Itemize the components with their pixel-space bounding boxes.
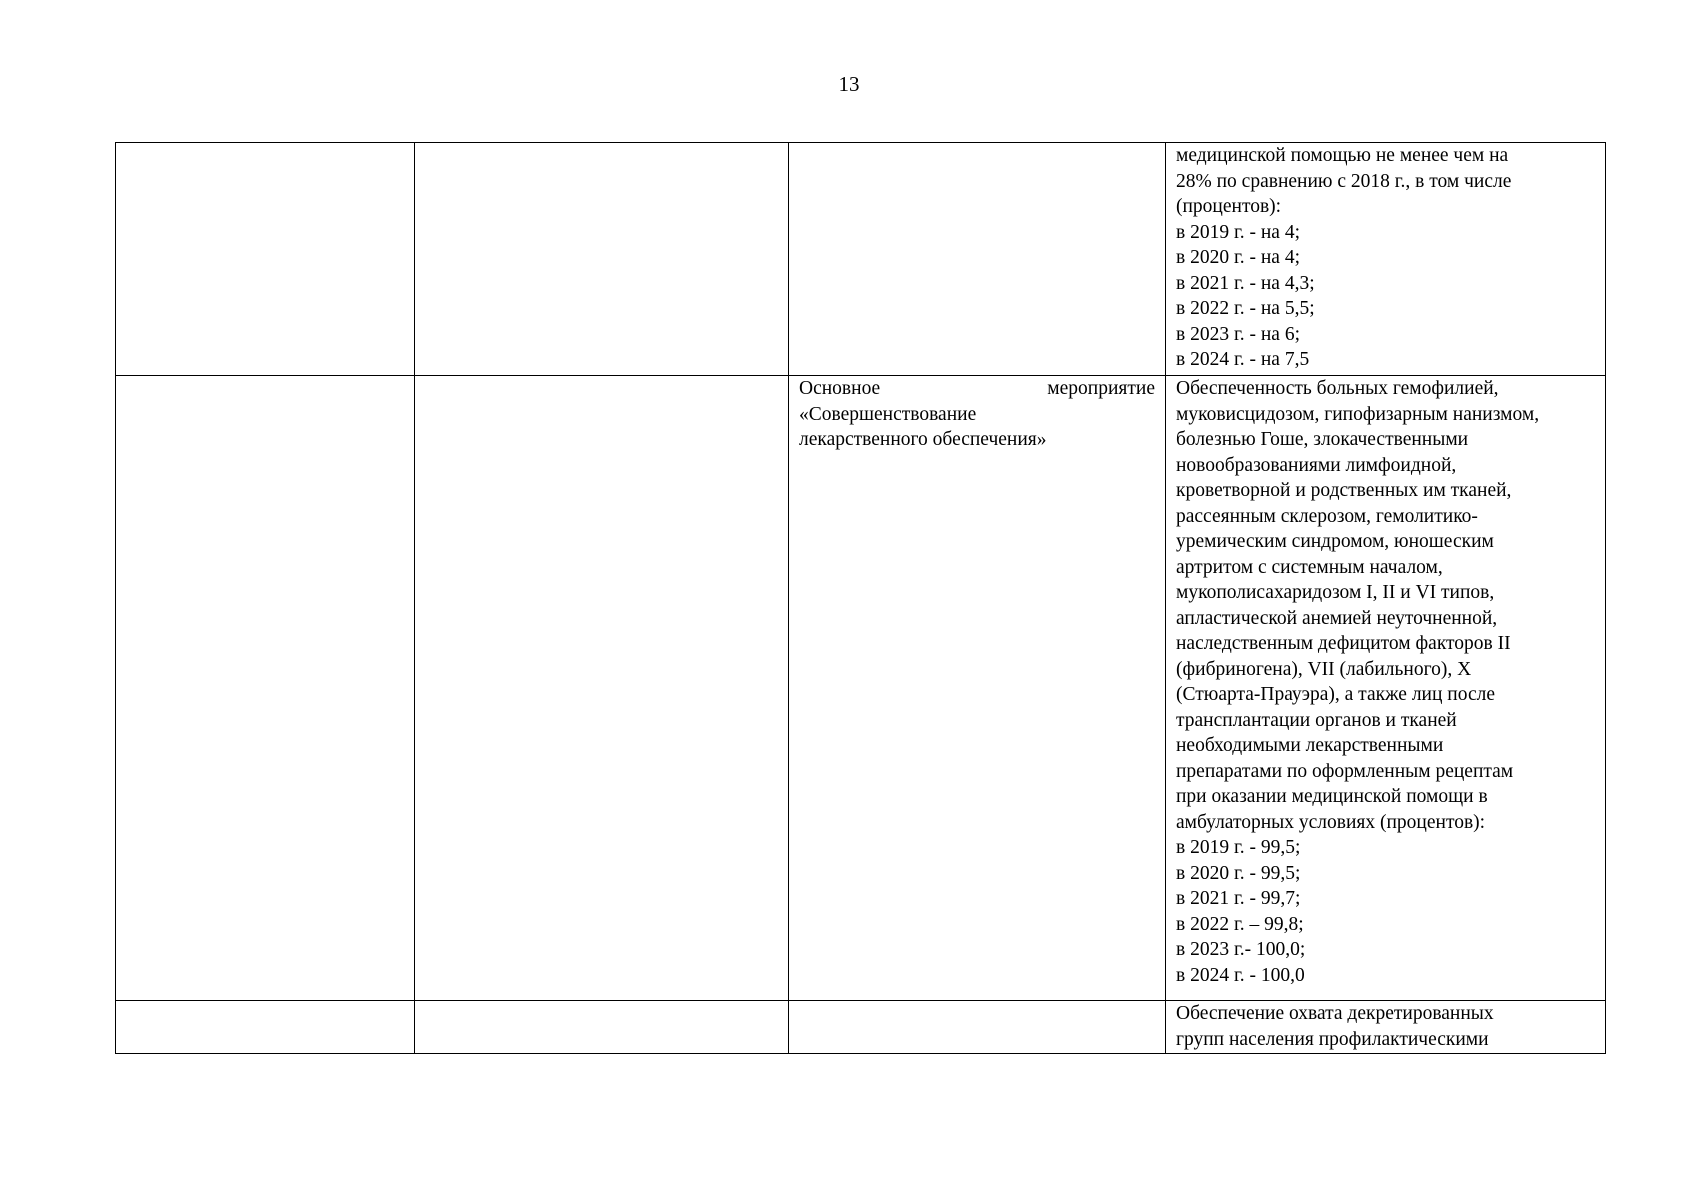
table-row — [116, 143, 1606, 376]
cell-text-line: в 2024 г. - 100,0 — [1176, 964, 1305, 986]
cell-text-line: (процентов): — [1176, 196, 1282, 217]
cell-text-line: новообразованиями лимфоидной, — [1176, 454, 1457, 476]
cell-text-line: в 2020 г. - на 4; — [1176, 247, 1301, 268]
cell-text-line: в 2019 г. - 99,5; — [1176, 837, 1301, 858]
cell-text-line: препаратами по оформленным рецептам — [1176, 760, 1514, 782]
cell-text-line: мукополисахаридозом I, II и VI типов, — [1176, 582, 1495, 603]
table-row — [116, 376, 1606, 1001]
cell-text-line: необходимыми лекарственными — [1176, 735, 1444, 756]
cell-text-line: медицинской помощью не менее чем на — [1176, 145, 1509, 166]
cell-text-line: в 2020 г. - 99,5; — [1176, 862, 1301, 884]
cell-text-line: в 2022 г. – 99,8; — [1176, 913, 1304, 935]
cell-text-line: Обеспеченность больных гемофилией, — [1176, 378, 1499, 399]
cell-text-line: Обеспечение охвата декретированных — [1176, 1003, 1494, 1024]
indicator-cell — [1166, 376, 1606, 1001]
cell-text-line: муковисцидозом, гипофизарным нанизмом, — [1176, 403, 1540, 425]
cell-text-line: в 2023 г.- 100,0; — [1176, 939, 1306, 960]
measure-word: мероприятие — [1047, 378, 1155, 399]
cell-text-line: амбулаторных условиях (процентов): — [1176, 811, 1486, 833]
cell-text-line: апластической анемией неуточненной, — [1176, 607, 1498, 629]
cell-text-line: болезнью Гоше, злокачественными — [1176, 429, 1469, 450]
measures-table — [115, 142, 1606, 1054]
cell-text-line: 28% по сравнению с 2018 г., в том числе — [1176, 170, 1512, 192]
indicator-cell — [1166, 143, 1606, 376]
cell-text-line: (Стюарта-Прауэра), а также лиц после — [1176, 684, 1496, 705]
table-cell-empty — [789, 1001, 1166, 1054]
cell-text-line: в 2024 г. - на 7,5 — [1176, 349, 1310, 370]
table-row — [116, 1001, 1606, 1054]
table-cell-empty — [116, 143, 415, 376]
cell-text-line: рассеянным склерозом, гемолитико- — [1176, 505, 1478, 527]
cell-text-line: «Совершенствование — [799, 403, 977, 425]
table-cell-empty — [116, 376, 415, 1001]
table-cell-empty — [789, 143, 1166, 376]
cell-text-line: уремическим синдромом, юношеским — [1176, 531, 1494, 552]
cell-text-line: в 2019 г. - на 4; — [1176, 221, 1301, 243]
cell-text-line — [799, 376, 1155, 402]
page-number: 13 — [838, 72, 860, 96]
cell-text-line: кроветворной и родственных им тканей, — [1176, 480, 1512, 501]
cell-text-line: лекарственного обеспечения» — [799, 429, 1047, 450]
cell-text-line: групп населения профилактическими — [1176, 1028, 1489, 1050]
cell-text-line: в 2021 г. - 99,7; — [1176, 888, 1301, 909]
measure-word: Основное — [799, 378, 881, 399]
measure-cell — [789, 376, 1166, 1001]
table-cell-empty — [415, 143, 789, 376]
cell-text-line: при оказании медицинской помощи в — [1176, 786, 1488, 807]
cell-text-line: в 2022 г. - на 5,5; — [1176, 298, 1315, 319]
table-cell-empty — [415, 376, 789, 1001]
cell-text-line: в 2023 г. - на 6; — [1176, 323, 1301, 345]
cell-text-line: (фибриногена), VII (лабильного), X — [1176, 658, 1472, 680]
indicator-cell — [1166, 1001, 1606, 1054]
cell-text-line: трансплантации органов и тканей — [1176, 709, 1457, 731]
table-cell-empty — [415, 1001, 789, 1054]
cell-text-line: артритом с системным началом, — [1176, 556, 1443, 578]
cell-text-line: наследственным дефицитом факторов II — [1176, 633, 1511, 654]
table-cell-empty — [116, 1001, 415, 1054]
cell-text-line: в 2021 г. - на 4,3; — [1176, 272, 1315, 294]
